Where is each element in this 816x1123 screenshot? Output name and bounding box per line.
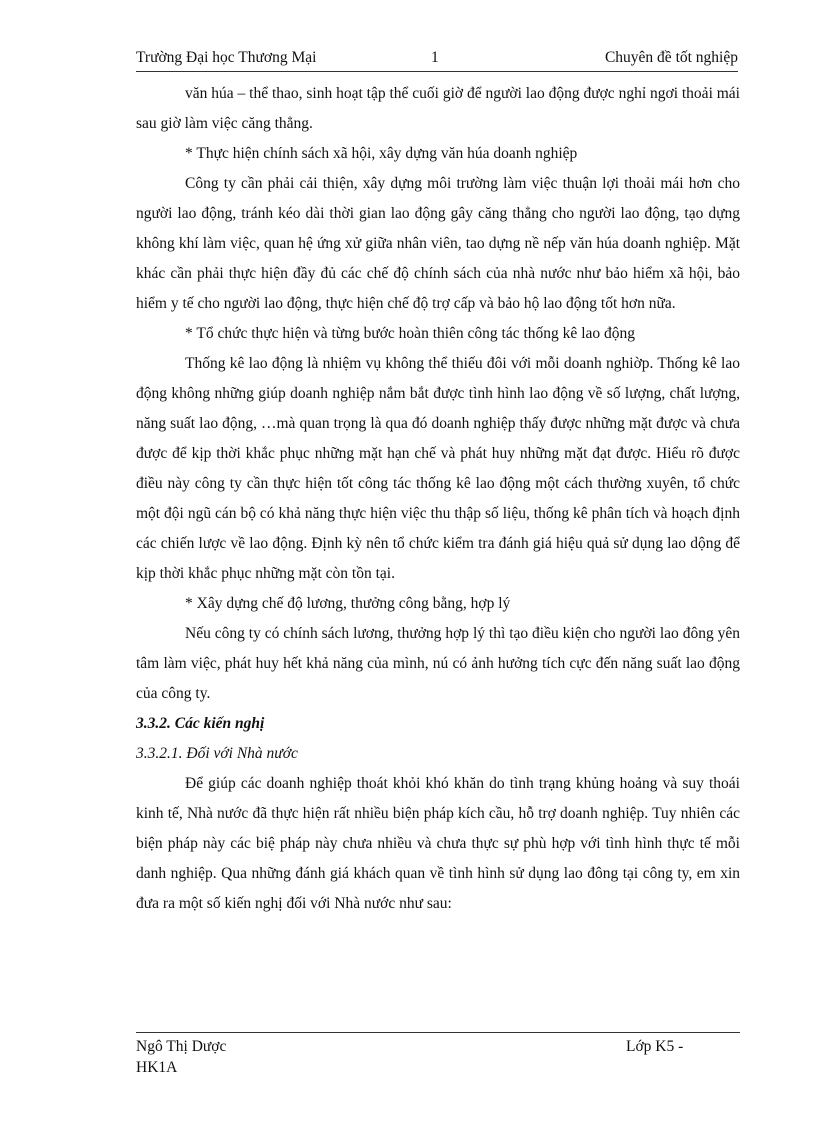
section-heading: 3.3.2. Các kiến nghị [136,715,265,732]
subsection-heading: 3.3.2.1. Đối với Nhà nước [136,745,298,762]
footer-class-continued: HK1A [136,1059,178,1076]
footer-divider [136,1032,740,1033]
page-body [136,79,740,919]
header-doc-type: Chuyên đề tốt nghiệp [604,49,738,66]
paragraph: Công ty cần phải cải thiện, xây dựng môi trường làm việc thuận lợi thoải mái hơn cho người lao động, tránh kéo dài thời gian lao động gây căng thẳng cho người lao động, tạo dựng không khí làm việc, quan hệ ứng xử giữa nhân viên, tao dựng nề nếp văn húa doanh nghiệp. Mặt khác cần phải thực hiện đầy đủ các chế độ chính sách của nhà nước như bảo hiểm xã hội, bảo hiểm y tế cho người lao động, thực hiện chế độ trợ cấp và bảo hộ lao động tốt hơn nữa. [136,175,740,312]
bullet-paragraph: * Tổ chức thực hiện và từng bước hoàn thiên công tác thống kê lao động [185,325,635,342]
header-school: Trường Đại học Thương Mại [136,49,317,66]
paragraph: Thống kê lao động là nhiệm vụ không thể thiếu đôi với mỗi doanh nghiờp. Thống kê lao động không những giúp doanh nghiệp nắm bắt được tình hình lao động về số lượng, chất lượng, năng suất lao động, …mà quan trọng là qua đó doanh nghiệp thấy được những mặt được và chưa được để kịp thời khắc phục những mặt hạn chế và phát huy những mặt đạt được. Hiểu rõ được điều này công ty cần thực hiện tốt công tác thống kê lao động một cách thường xuyên, tổ chức một đội ngũ cán bộ có khả năng thực hiện việc thu thập số liệu, thống kê phân tích và hoạch định các chiến lược về lao động. Định kỳ nên tổ chức kiểm tra đánh giá hiệu quả sử dụng lao dộng để kịp thời khắc phục những mặt còn tồn tại. [136,355,740,582]
footer-author: Ngô Thị Dược [136,1038,227,1055]
header-page-number: 1 [431,49,439,66]
paragraph: Nếu công ty có chính sách lương, thưởng hợp lý thì tạo điều kiện cho người lao đông yên tâm làm việc, phát huy hết khả năng của mình, nú có ảnh hưởng tích cực đến năng suất lao động của công ty. [136,625,740,702]
page-header [136,49,738,72]
paragraph: văn húa – thể thao, sinh hoạt tập thể cuối giờ để người lao động được nghỉ ngơi thoải mái sau giờ làm việc căng thẳng. [136,85,740,132]
bullet-paragraph: * Xây dựng chế độ lương, thưởng công bằng, hợp lý [185,595,511,612]
footer-class: Lớp K5 - [626,1038,684,1055]
bullet-paragraph: * Thực hiện chính sách xã hội, xây dựng văn húa doanh nghiệp [185,145,578,162]
paragraph: Để giúp các doanh nghiệp thoát khỏi khó khăn do tình trạng khủng hoảng và suy thoái kinh tế, Nhà nước đã thực hiện rất nhiều biện pháp kích cầu, hỗ trợ doanh nghiệp. Tuy nhiên các biện pháp này các biệ pháp này chưa nhiều và chưa thực sự phù hợp với tình hình thực tế mỗi danh nghiệp. Qua những đánh giá khách quan về tình hình sử dụng lao đông tại công ty, em xin đưa ra một số kiến nghị đối với Nhà nước như sau: [136,775,740,912]
